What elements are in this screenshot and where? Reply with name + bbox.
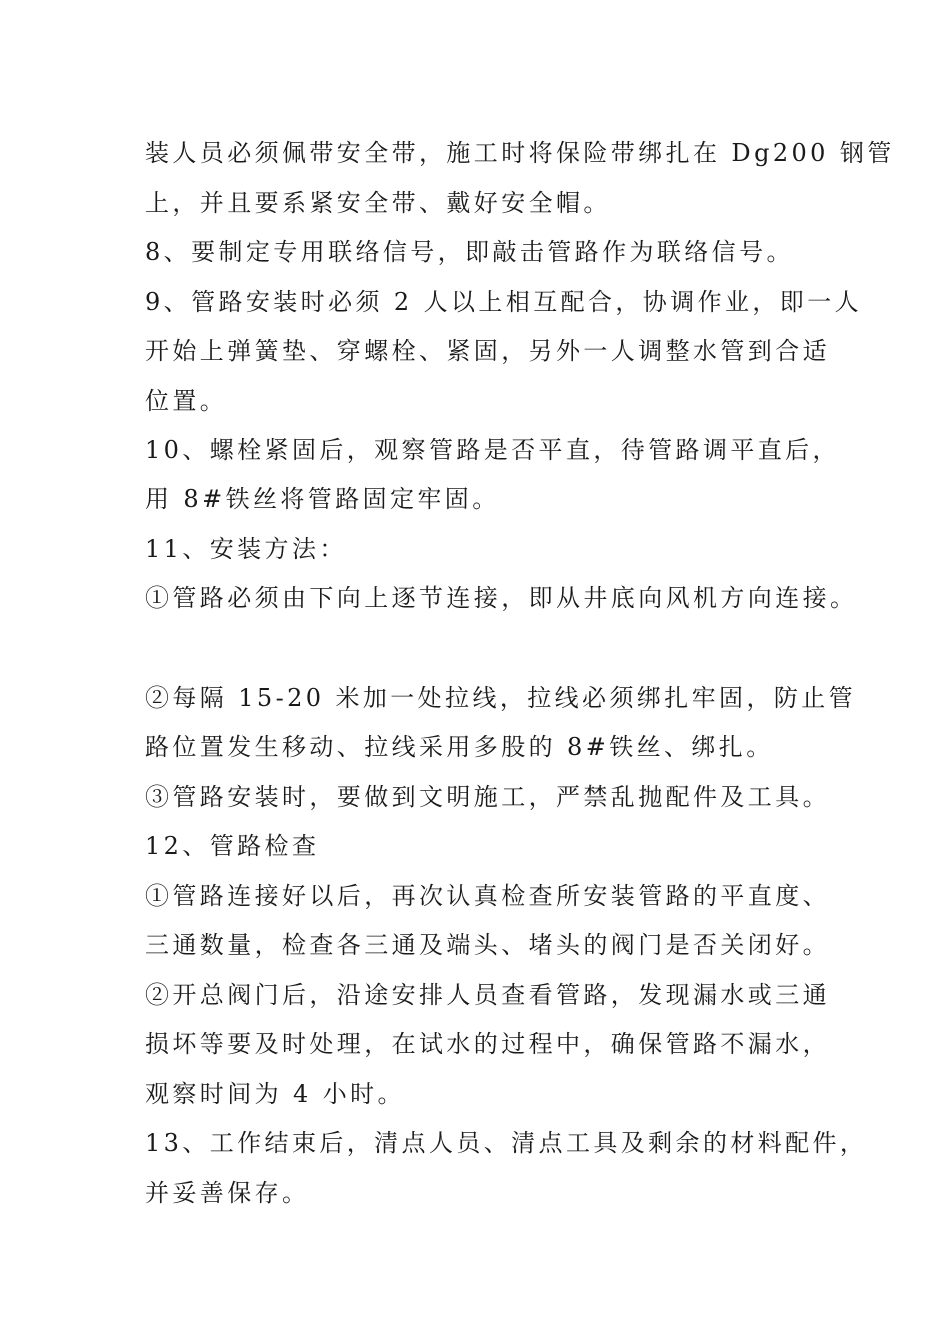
text-line: 用 8#铁丝将管路固定牢固。 xyxy=(145,485,500,513)
text-line: 观察时间为 4 小时。 xyxy=(145,1080,405,1108)
text-line: 路位置发生移动、拉线采用多股的 8#铁丝、绑扎。 xyxy=(145,733,774,761)
text-line: 三通数量，检查各三通及端头、堵头的阀门是否关闭好。 xyxy=(145,931,830,959)
text-line: 9、管路安装时必须 2 人以上相互配合，协调作业，即一人 xyxy=(145,288,862,316)
text-line: 并妥善保存。 xyxy=(145,1179,310,1207)
text-line: 损坏等要及时处理，在试水的过程中，确保管路不漏水， xyxy=(145,1030,830,1058)
text-line: 上，并且要系紧安全带、戴好安全帽。 xyxy=(145,189,611,217)
text-line: ②每隔 15-20 米加一处拉线，拉线必须绑扎牢固，防止管 xyxy=(145,684,857,712)
text-line: 8、要制定专用联络信号，即敲击管路作为联络信号。 xyxy=(145,238,794,266)
text-line: 12、管路检查 xyxy=(145,832,320,860)
text-line: ①管路连接好以后，再次认真检查所安装管路的平直度、 xyxy=(145,882,830,910)
text-line: 位置。 xyxy=(145,387,228,415)
text-line: 开始上弹簧垫、穿螺栓、紧固，另外一人调整水管到合适 xyxy=(145,337,830,365)
text-line: 10、螺栓紧固后，观察管路是否平直，待管路调平直后， xyxy=(145,436,840,464)
text-line: 11、安装方法： xyxy=(145,535,347,563)
text-line: 装人员必须佩带安全带，施工时将保险带绑扎在 Dg200 钢管 xyxy=(145,139,895,167)
text-line: ②开总阀门后，沿途安排人员查看管路，发现漏水或三通 xyxy=(145,981,830,1009)
text-line: ①管路必须由下向上逐节连接，即从井底向风机方向连接。 xyxy=(145,584,858,612)
text-line: ③管路安装时，要做到文明施工，严禁乱抛配件及工具。 xyxy=(145,783,830,811)
text-line: 13、工作结束后，清点人员、清点工具及剩余的材料配件， xyxy=(145,1129,868,1157)
